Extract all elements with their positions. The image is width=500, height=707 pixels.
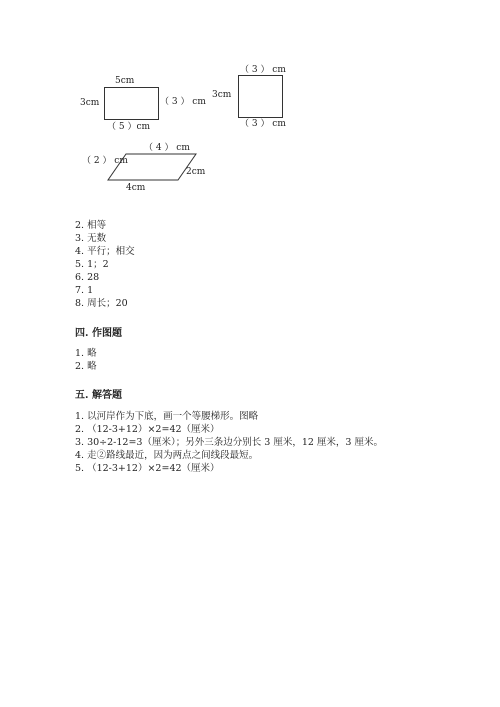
answer-line: 2. 相等 [75,220,107,231]
section5-list [75,410,383,475]
answer-line: 6. 28 [75,272,100,283]
answer-line: 8. 周长；20 [75,298,128,309]
square-top-label: （ 3 ） cm [240,65,286,75]
answers-list [75,219,135,310]
para-top-label: （ 4 ） cm [144,143,190,153]
section4-list [75,347,97,373]
section5-item: 4. 走②路线最近，因为两点之间线段最短。 [75,450,259,461]
square-bottom-label: （ 3 ） cm [240,119,286,129]
answer-line: 4. 平行；相交 [75,246,135,257]
section5-item: 3. 30÷2-12=3（厘米）；另外三条边分别长 3 厘米，12 厘米，3 厘米。 [75,437,383,448]
rect1-bottom-label: （ 5 ）cm [107,122,151,132]
section4-item: 1. 略 [75,348,97,359]
answer-line: 5. 1；2 [75,259,109,270]
section4-item: 2. 略 [75,361,97,372]
answer-line: 7. 1 [75,285,94,296]
answer-line: 3. 无数 [75,233,107,244]
section5-item: 1. 以河岸作为下底，画一个等腰梯形。图略 [75,411,259,422]
section5-title: 五. 解答题 [75,390,122,401]
para-right-label: 2cm [186,167,206,177]
square-left-label: 3cm [212,90,232,100]
section4-title: 四. 作图题 [75,328,122,339]
rect1-top-label: 5cm [115,76,135,86]
para-left-label: （ 2 ） cm [82,156,128,166]
para-bottom-label: 4cm [126,183,146,193]
section5-item: 2. （12-3+12）×2=42（厘米） [75,424,220,435]
section5-item: 5. （12-3+12）×2=42（厘米） [75,463,220,474]
rect1-right-label: （ 3 ） cm [160,97,206,107]
rect1-left-label: 3cm [80,98,100,108]
